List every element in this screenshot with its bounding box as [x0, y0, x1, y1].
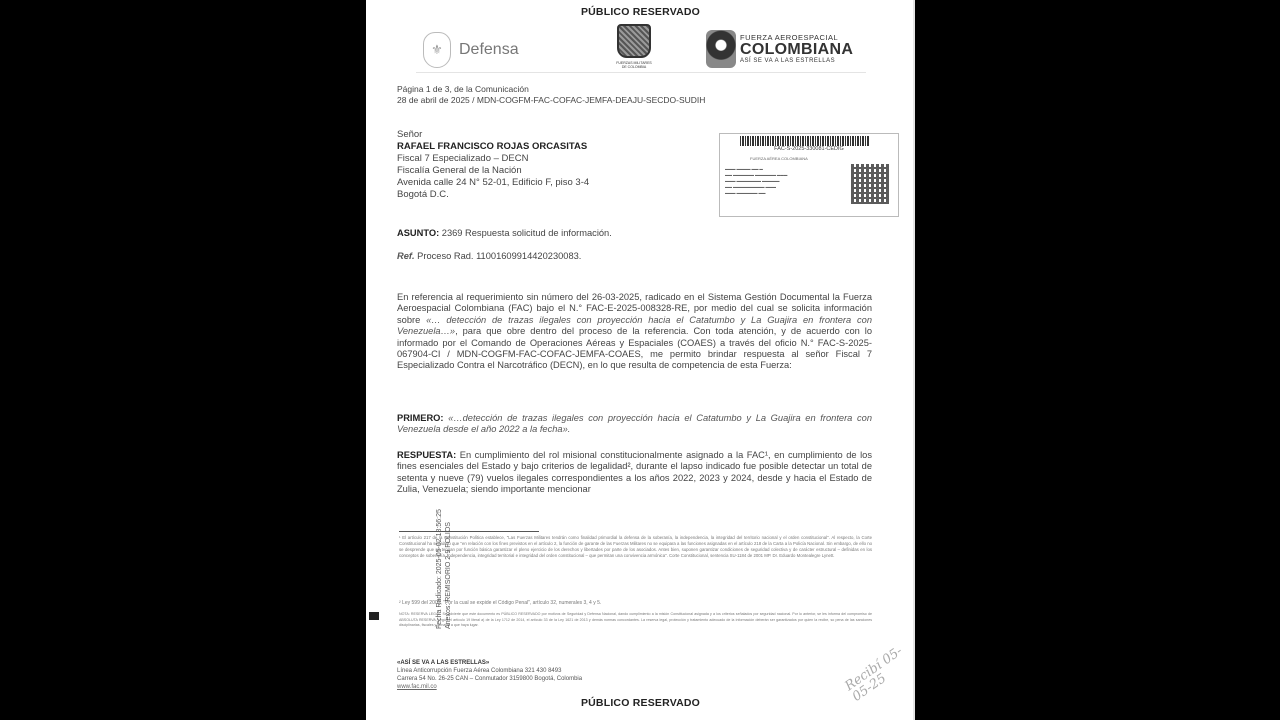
reference-line: 28 de abril de 2025 / MDN-COGFM-FAC-COFAC-JEMFA-DEAJU-SECDO-SUDIH [397, 94, 706, 105]
footnote-divider [399, 531, 539, 532]
recipient-name: RAFAEL FRANCISCO ROJAS ORCASITAS [397, 141, 588, 152]
crest-icon [617, 24, 651, 58]
ref-label: Ref. [397, 251, 415, 261]
legal-note: NOTA: RESERVA LEGAL. Se advierte que este documento es PÚBLICO RESERVADO por motivos de Seguridad y Defensa Nacional, dando cumplimiento a la misión Constitucional asignada y a los criterios señalados por seguridad nacional. Por lo anterior, se les informa del compromiso de ABSOLUTA RESERVA, según el artículo 19 literal a) de la Ley 1712 de 2014, el artículo 33 de la Ley 1621 de 2013 y demás normas concordantes. La reserva legal, protección y tratamiento adecuado de la información deberán ser garantizados por quien la recibe, so pena de las sanciones disciplinarias, fiscales y penales a que haya lugar. [399, 612, 872, 627]
fac-logo-line3: ASÍ SE VA A LAS ESTRELLAS [740, 57, 836, 64]
filing-stamp [719, 133, 899, 217]
stamp-code: FAC-S-2025-330081-CEDIG [774, 146, 844, 152]
defensa-logo [423, 30, 519, 70]
qr-code-icon [851, 164, 889, 204]
stamp-org: FUERZA AÉREA COLOMBIANA [750, 156, 808, 161]
asunto-text: 2369 Respuesta solicitud de información. [441, 228, 612, 238]
footer-block [397, 659, 582, 691]
paragraph-1-text-b: , para que obre dentro del proceso de la referencia. Con toda atención, y de acuerdo con lo informado por el Comando de Operaciones Aéreas y Espaciales (COAES) a través del oficio N.° FAC-S-2025-067904-CI / MDN-COGFM-FAC-COFAC-JEMFA-COAES, me permito brindar respuesta al señor Fiscal 7 Especializado Contra el Narcotráfico (DECN), en lo que resulta de competencia de esta Fuerza: [397, 326, 872, 371]
asunto-label: ASUNTO: [397, 228, 440, 238]
side-radication-stamp [435, 449, 453, 629]
fac-emblem-icon [706, 30, 736, 68]
ref-text: Proceso Rad. 11001609914420230083. [417, 251, 582, 261]
footer-line1: Línea Anticorrupción Fuerza Aérea Colombiana 321 430 8493 [397, 668, 562, 674]
handwritten-annotation: Recibí 05-05-25 [842, 643, 906, 705]
side-stamp-line2: Anexos: REMISORIO 2-9 FOLIOS [445, 522, 452, 629]
footnote-2: ² Ley 599 del 2000, "Por la cual se expide el Código Penal", artículo 32, numerales 3, 4 y 5. [399, 600, 602, 606]
classification-footer: PÚBLICO RESERVADO [580, 697, 701, 709]
primero-paragraph [397, 413, 872, 436]
footnote-1: ¹ El artículo 217 de la Constitución Política establece, "Las Fuerzas Militares tendrán como finalidad primordial la defensa de la soberanía, la independencia, la integridad del territorio nacional y el orden constitucional". Al respecto, la Corte Constitucional ha señalado que "en relación con los fines previstos en el artículo 2, la función de garante de las Fuerzas Militares no se equipara a las funciones asignadas en el artículo 218 de la Carta a la Policía Nacional. Sin embargo, de ello no se desprende que no tengan por función básica garantizar el pleno ejercicio de los derechos y libertades por parte de los asociados. Antes bien, suponen garantizar condiciones de seguridad colectiva y de carácter estructural – definidas en los conceptos de soberanía, independencia, integridad territorial e integridad del orden constitucional – que permitan una convivencia armónica". Corte Constitucional, sentencia SU-1184 de 2001 MP. Dr. Eduardo Montealegre Lynett. [399, 535, 872, 558]
paragraph-1 [397, 292, 872, 372]
side-mark-icon [369, 612, 379, 620]
header-divider [416, 72, 866, 73]
respuesta-text: En cumplimiento del rol misional constitucionalmente asignado a la FAC¹, en cumplimiento de los fines esenciales del Estado y bajo criterios de legalidad², durante el lapso indicado fue posible detectar un total de setenta y nueve (79) vuelos ilegales correspondientes a los años 2022, 2023 y 2024, desde y hacia el Estado de Zulia, Venezuela; siendo importante mencionar [397, 450, 872, 495]
recipient-org: Fiscalía General de la Nación [397, 165, 522, 176]
barcode-icon [740, 136, 870, 146]
ref-line [397, 251, 872, 262]
stamp-details: ▬▬▬ ▬▬▬▬ ▬▬ ▬ ▬▬ ▬▬▬▬▬▬ ▬▬▬▬▬▬ ▬▬▬ ▬▬▬ ▬▬▬▬▬▬▬ ▬▬▬▬▬ ▬▬ ▬▬▬▬▬▬▬▬▬ ▬▬▬ ▬▬▬ ▬▬▬▬▬▬ ▬▬ [725, 167, 788, 195]
side-stamp-line1: Fecha Radicado: 2025-05-02 13:56:25 [436, 509, 443, 629]
footer-web-link[interactable]: www.fac.mil.co [397, 684, 437, 690]
recipient-city: Bogotá D.C. [397, 189, 449, 200]
paragraph-1-text-a: En referencia al requerimiento sin número del 26-03-2025, radicado en el Sistema Gestión Documental la Fuerza Aeroespacial Colombiana (FAC) bajo el N.° FAC-E-2025-008328-RE, por medio del cual se solicita información sobre [397, 292, 872, 325]
footer-line2: Carrera 54 No. 26-25 CAN – Conmutador 3159800 Bogotá, Colombia [397, 676, 583, 682]
military-forces-logo [614, 24, 654, 69]
recipient-title: Fiscal 7 Especializado – DECN [397, 153, 529, 164]
primero-text: «…detección de trazas ilegales con proyección hacia el Catatumbo y La Guajira en frontera con Venezuela desde el año 2022 a la fecha». [397, 413, 872, 435]
recipient-block [397, 129, 589, 201]
classification-header: PÚBLICO RESERVADO [580, 6, 701, 18]
page-info: Página 1 de 3, de la Comunicación [397, 84, 529, 94]
subject-line [397, 228, 872, 239]
paragraph-1-quote: «… detección de trazas ilegales con proyección hacia el Catatumbo y La Guajira en frontera con Venezuela…» [397, 314, 872, 337]
fac-logo [706, 30, 853, 68]
salutation: Señor [397, 129, 423, 140]
primero-label: PRIMERO: [397, 413, 444, 423]
respuesta-paragraph [397, 450, 872, 496]
respuesta-label: RESPUESTA: [397, 450, 457, 460]
page-edge [913, 0, 915, 720]
page-info-block [397, 84, 705, 105]
fac-logo-line1: FUERZA AEROESPACIAL [740, 33, 839, 43]
document-page [366, 0, 915, 720]
crest-caption: FUERZAS MILITARES DE COLOMBIA [616, 61, 652, 69]
fac-logo-line2: COLOMBIANA [740, 40, 854, 58]
defensa-logo-text: Defensa [459, 41, 519, 58]
coat-of-arms-icon: ⚜ [423, 32, 451, 68]
recipient-address: Avenida calle 24 N° 52-01, Edificio F, piso 3-4 [397, 177, 590, 188]
footer-motto: «ASÍ SE VA A LAS ESTRELLAS» [397, 660, 490, 666]
